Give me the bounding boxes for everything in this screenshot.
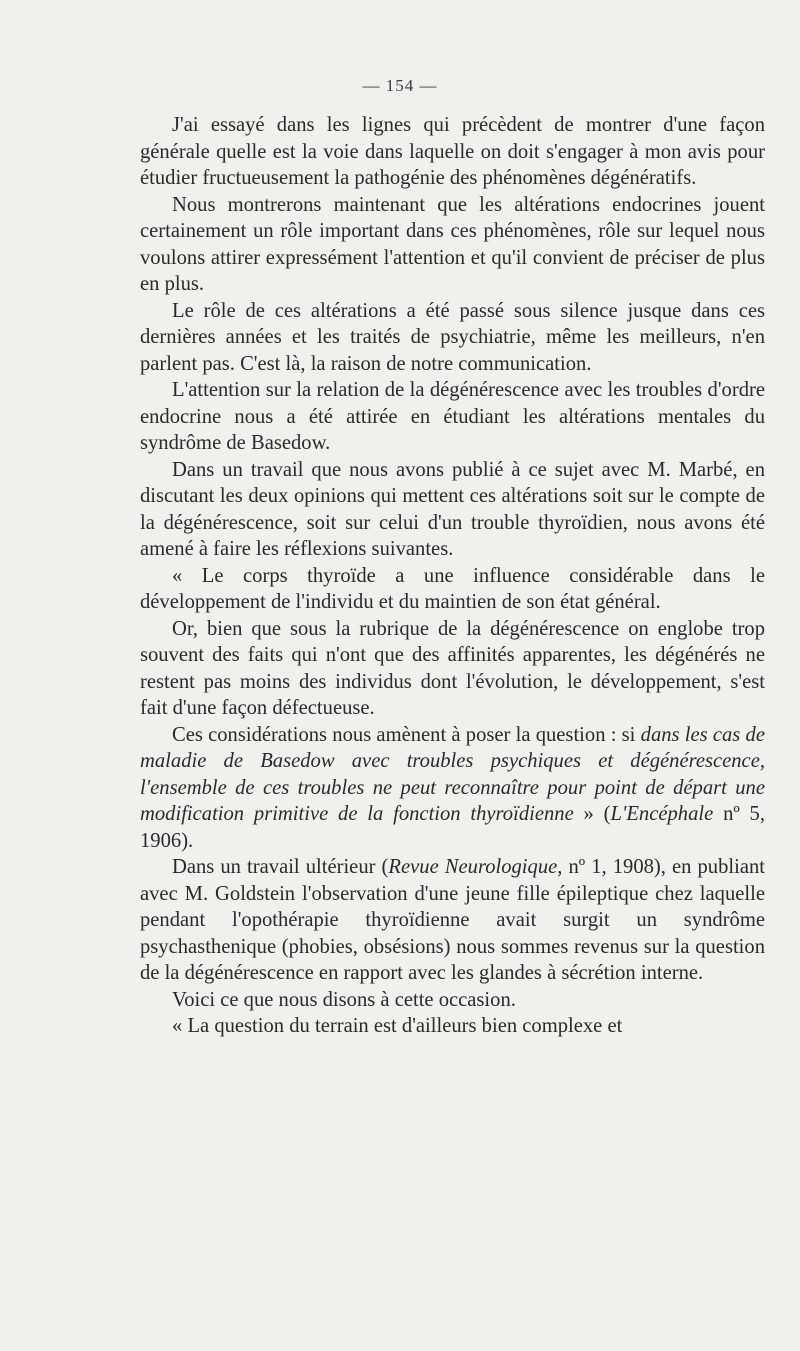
- paragraph-3: Le rôle de ces altérations a été passé sous silence jusque dans ces dernières années et les traités de psychiatrie, même les meilleurs, n'en parlent pas. C'est là, la raison de notre communication.: [140, 299, 765, 375]
- paragraph-7: Or, bien que sous la rubrique de la dégénérescence on englobe trop souvent des faits qui n'ont que des affinités apparentes, les dégénérés ne restent pas moins des individus dont l'évolution, le développement, s'est fait d'une façon défectueuse.: [140, 617, 765, 719]
- italic-question: dans les cas de maladie de Basedow avec troubles psychiques et dégénérescence, l'ensemble de ces troubles ne peut reconnaître pour point de départ une modification primitive de la fonction thyroïdienne: [140, 723, 765, 825]
- journal-title-encephale: L'Encéphale: [610, 803, 714, 825]
- paragraph-11-quote: « La question du terrain est d'ailleurs bien complexe et: [172, 1015, 623, 1037]
- paragraph-10: Voici ce que nous disons à cette occasion.: [172, 988, 516, 1011]
- paragraph-2: Nous montrerons maintenant que les altérations endocrines jouent certainement un rôle important dans ces phénomènes, rôle sur lequel nous voulons attirer expressément l'attention et qu'il convient de préciser de plus en plus.: [140, 193, 765, 295]
- paragraph-5: Dans un travail que nous avons publié à ce sujet avec M. Marbé, en discutant les deux opinions qui mettent ces altérations soit sur le compte de la dégénérescence, soit sur celui d'un trouble thyroïdien, nous avons été amené à faire les réflexions suivantes.: [140, 458, 765, 560]
- paragraph-4: L'attention sur la relation de la dégénérescence avec les troubles d'ordre endocrine nous a été attirée en étudiant les altérations mentales du syndrôme de Basedow.: [140, 379, 765, 454]
- paragraph-1: J'ai essayé dans les lignes qui précèdent de montrer d'une façon générale quelle est la voie dans laquelle on doit s'engager à mon avis pour étudier fructueusement la pathogénie des phénomènes dégénératifs.: [140, 114, 765, 189]
- journal-title-revue-neurologique: Revue Neurologique: [388, 856, 558, 878]
- page-number: — 154 —: [362, 76, 438, 95]
- paragraph-8: Ces considérations nous amènent à poser la question : si dans les cas de maladie de Basedow avec troubles psychiques et dégénérescence, l'ensemble de ces troubles ne peut reconnaître pour point de départ une modification primitive de la fonction thyroïdienne » (L'Encéphale nº 5, 1906).: [140, 723, 766, 852]
- body-text: [140, 112, 765, 1040]
- paragraph-6-quote: « Le corps thyroïde a une influence considérable dans le développement de l'individu et du maintien de son état général.: [140, 564, 765, 613]
- paragraph-9: Dans un travail ultérieur (Revue Neurologique, nº 1, 1908), en publiant avec M. Goldstein l'observation d'une jeune fille épileptique chez laquelle pendant l'opothérapie thyroïdienne avait surgit un syndrôme psychasthenique (phobies, obsésions) nous sommes revenus sur la question de la dégénérescence en rapport avec les glandes à sécrétion interne.: [140, 856, 765, 984]
